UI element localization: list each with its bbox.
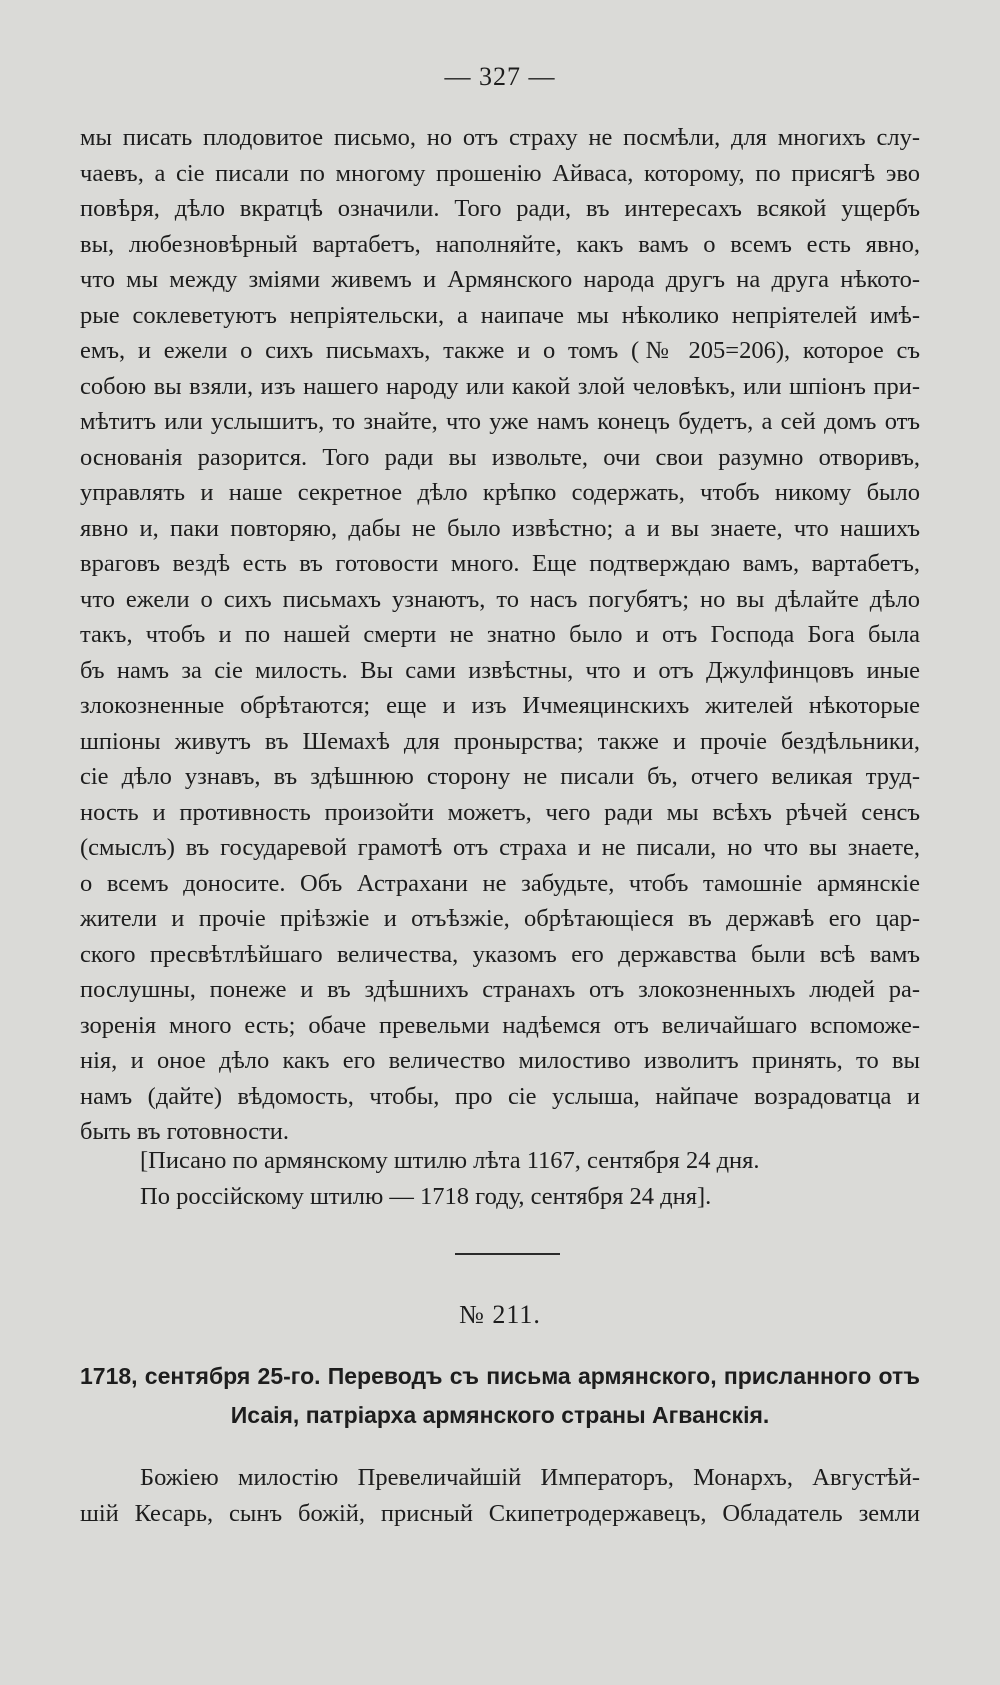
heading-line: 1718, сентября 25-го. Переводъ съ письма армянского, присланного отъ bbox=[80, 1363, 920, 1389]
heading-line: Исаія, патріарха армянского страны Агванскія. bbox=[230, 1402, 770, 1428]
text-line: (смыслъ) въ государевой грамотѣ отъ страха и не писали, но что вы знаете, bbox=[80, 834, 920, 861]
page-number: — 327 — bbox=[444, 62, 556, 91]
text-line: мы писать плодовитое письмо, но отъ страху не посмѣли, для многихъ слу- bbox=[80, 124, 920, 151]
text-line: нія, и оное дѣло какъ его величество милостиво изволитъ принять, то вы bbox=[80, 1047, 920, 1074]
text-line: враговъ вездѣ есть въ готовости много. Еще подтверждаю вамъ, вартабетъ, bbox=[80, 550, 920, 577]
text-line: собою вы взяли, изъ нашего народу или какой злой человѣкъ, или шпіонъ при- bbox=[80, 372, 920, 400]
text-line: шій Кесарь, сынъ божій, присный Скипетродержавецъ, Обладатель земли bbox=[80, 1499, 920, 1527]
text-line: злокозненные обрѣтаются; еще и изъ Ичмеяцинскихъ жителей нѣкоторые bbox=[80, 692, 920, 719]
text-line: зоренія много есть; обаче превельми надѣемся отъ величайшаго вспоможе- bbox=[80, 1011, 920, 1039]
text-line: управлять и наше секретное дѣло крѣпко содержать, чтобъ никому было bbox=[80, 479, 920, 506]
document-body bbox=[80, 1460, 920, 1531]
text-line: что мы между зміями живемъ и Армянского народа другъ на друга нѣкото- bbox=[80, 266, 920, 293]
text-line: чаевъ, а сіе писали по многому прошенію Айваса, которому, по присягѣ эво bbox=[80, 159, 920, 187]
text-line: послушны, понеже и въ здѣшнихъ странахъ отъ злокозненныхъ людей ра- bbox=[80, 976, 920, 1003]
text-line: рые соклеветуютъ непріятельски, а наипаче мы нѣколико непріятелей имѣ- bbox=[80, 301, 920, 329]
text-line: явно и, паки повторяю, дабы не было извѣстно; а и вы знаете, что нашихъ bbox=[80, 514, 920, 542]
section-divider bbox=[455, 1253, 560, 1255]
text-line: сіе дѣло узнавъ, въ здѣшнюю сторону не писали бъ, отчего великая труд- bbox=[80, 763, 920, 790]
document-heading bbox=[80, 1357, 920, 1435]
letter-body bbox=[80, 120, 920, 1150]
text-line: повѣря, дѣло вкратцѣ означили. Того ради, въ интересахъ всякой ущербъ bbox=[80, 195, 920, 222]
text-line: мѣтитъ или услышитъ, то знайте, что уже намъ конецъ будетъ, а сей домъ отъ bbox=[80, 408, 920, 435]
text-line: быть въ готовности. bbox=[80, 1118, 290, 1145]
text-line: Божіею милостію Превеличайшій Императоръ, Монархъ, Августѣй- bbox=[140, 1464, 920, 1491]
text-line: что ежели о сихъ письмахъ узнаютъ, то насъ погубятъ; но вы дѣлайте дѣло bbox=[80, 585, 920, 613]
text-line: о всемъ доносите. Объ Астрахани не забудьте, чтобъ тамошніе армянскіе bbox=[80, 869, 920, 897]
text-line: такъ, чтобъ и по нашей смерти не знатно было и отъ Господа Бога была bbox=[80, 621, 920, 648]
text-line: ность и противность произойти можетъ, чего ради мы всѣхъ рѣчей сенсъ bbox=[80, 798, 920, 826]
date-note bbox=[140, 1143, 920, 1214]
text-line: жители и прочіе пріѣзжіе и отъѣзжіе, обрѣтающіеся въ державѣ его цар- bbox=[80, 905, 920, 932]
text-line: бъ намъ за сіе милость. Вы сами извѣстны, что и отъ Джулфинцовъ иные bbox=[80, 656, 920, 684]
date-note-line: [Писано по армянскому штилю лѣта 1167, сентября 24 дня. bbox=[140, 1147, 760, 1174]
text-line: шпіоны живутъ въ Шемахѣ для пронырства; также и прочіе бездѣльники, bbox=[80, 727, 920, 755]
text-line: емъ, и ежели о сихъ письмахъ, также и о томъ (№ 205=206), которое съ bbox=[80, 337, 920, 364]
text-line: намъ (дайте) вѣдомость, чтобы, про сіе услыша, найпаче возрадоватца и bbox=[80, 1082, 920, 1110]
text-line: основанія разорится. Того ради вы извольте, очи свои разумно отворивъ, bbox=[80, 443, 920, 471]
text-line: ского пресвѣтлѣйшаго величества, указомъ его державства были всѣ вамъ bbox=[80, 940, 920, 968]
text-line: вы, любезновѣрный вартабетъ, наполняйте, какъ вамъ о всемъ есть явно, bbox=[80, 230, 920, 258]
date-note-line: По россійскому штилю — 1718 году, сентября 24 дня]. bbox=[140, 1182, 712, 1210]
document-number: № 211. bbox=[459, 1300, 541, 1329]
